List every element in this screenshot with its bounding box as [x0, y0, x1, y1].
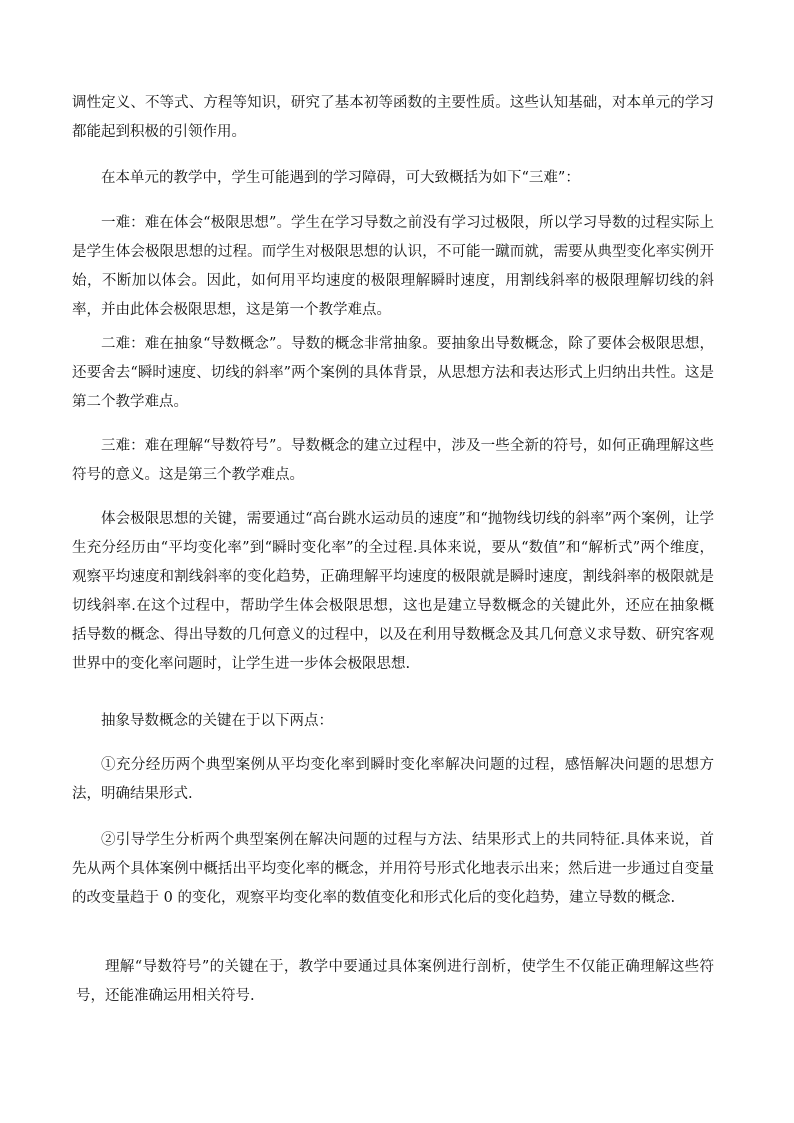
paragraph-three-difficulties-intro: 在本单元的教学中，学生可能遇到的学习障碍，可大致概括为如下“三难”：	[101, 170, 580, 186]
paragraph-symbol-understanding-key: 理解“导数符号”的关键在于，教学中要通过具体案例进行剖析，使学生不仅能正确理解这些符号，还能准确运用相关符号.	[76, 959, 714, 1004]
paragraph-limit-thinking-key: 体会极限思想的关键，需要通过“高台跳水运动员的速度”和“抛物线切线的斜率”两个案例，让学生充分经历由“平均变化率”到“瞬时变化率”的全过程.具体来说，要从“数值”和“解析式”两个维度，观察平均速度和割线斜率的变化趋势，正确理解平均速度的极限就是瞬时速度，割线斜率的极限就是切线斜率.在这个过程中，帮助学生体会极限思想，这也是建立导数概念的关键此外，还应在抽象概括导数的概念、得出导数的几何意义的过程中，以及在利用导数概念及其几何意义求导数、研究客观世界中的变化率问题时，让学生进一步体会极限思想.	[72, 511, 714, 672]
paragraph-difficulty-one: 一难：难在体会“极限思想”。学生在学习导数之前没有学习过极限，所以学习导数的过程实际上是学生体会极限思想的过程。而学生对极限思想的认识，不可能一蹴而就，需要从典型变化率实例开始，不断加以体会。因此，如何用平均速度的极限理解瞬时速度，用割线斜率的极限理解切线的斜率，并由此体会极限思想，这是第一个教学难点。	[72, 215, 714, 318]
paragraph-abstraction-key: 抽象导数概念的关键在于以下两点：	[101, 713, 333, 729]
paragraph-point-two: ②引导学生分析两个典型案例在解决问题的过程与方法、结果形式上的共同特征.具体来说，首先从两个具体案例中概括出平均变化率的概念，并用符号形式化地表示出来；然后进一步通过自变量的改变量趋于 0 的变化，观察平均变化率的数值变化和形式化后的变化趋势，建立导数的概念.	[72, 832, 714, 906]
paragraph-difficulty-three: 三难：难在理解“导数符号”。导数概念的建立过程中，涉及一些全新的符号，如何正确理解这些符号的意义。这是第三个教学难点。	[72, 438, 714, 483]
paragraph-difficulty-two: 二难：难在抽象“导数概念”。导数的概念非常抽象。要抽象出导数概念，除了要体会极限思想，还要舍去“瞬时速度、切线的斜率”两个案例的具体背景，从思想方法和表达形式上归纳出共性。这是第二个教学难点。	[72, 336, 714, 410]
paragraph-intro-continuation: 调性定义、不等式、方程等知识，研究了基本初等函数的主要性质。这些认知基础，对本单元的学习都能起到积极的引领作用。	[72, 95, 714, 140]
paragraph-point-one: ①充分经历两个典型案例从平均变化率到瞬时变化率解决问题的过程，感悟解决问题的思想方法，明确结果形式.	[72, 757, 714, 802]
